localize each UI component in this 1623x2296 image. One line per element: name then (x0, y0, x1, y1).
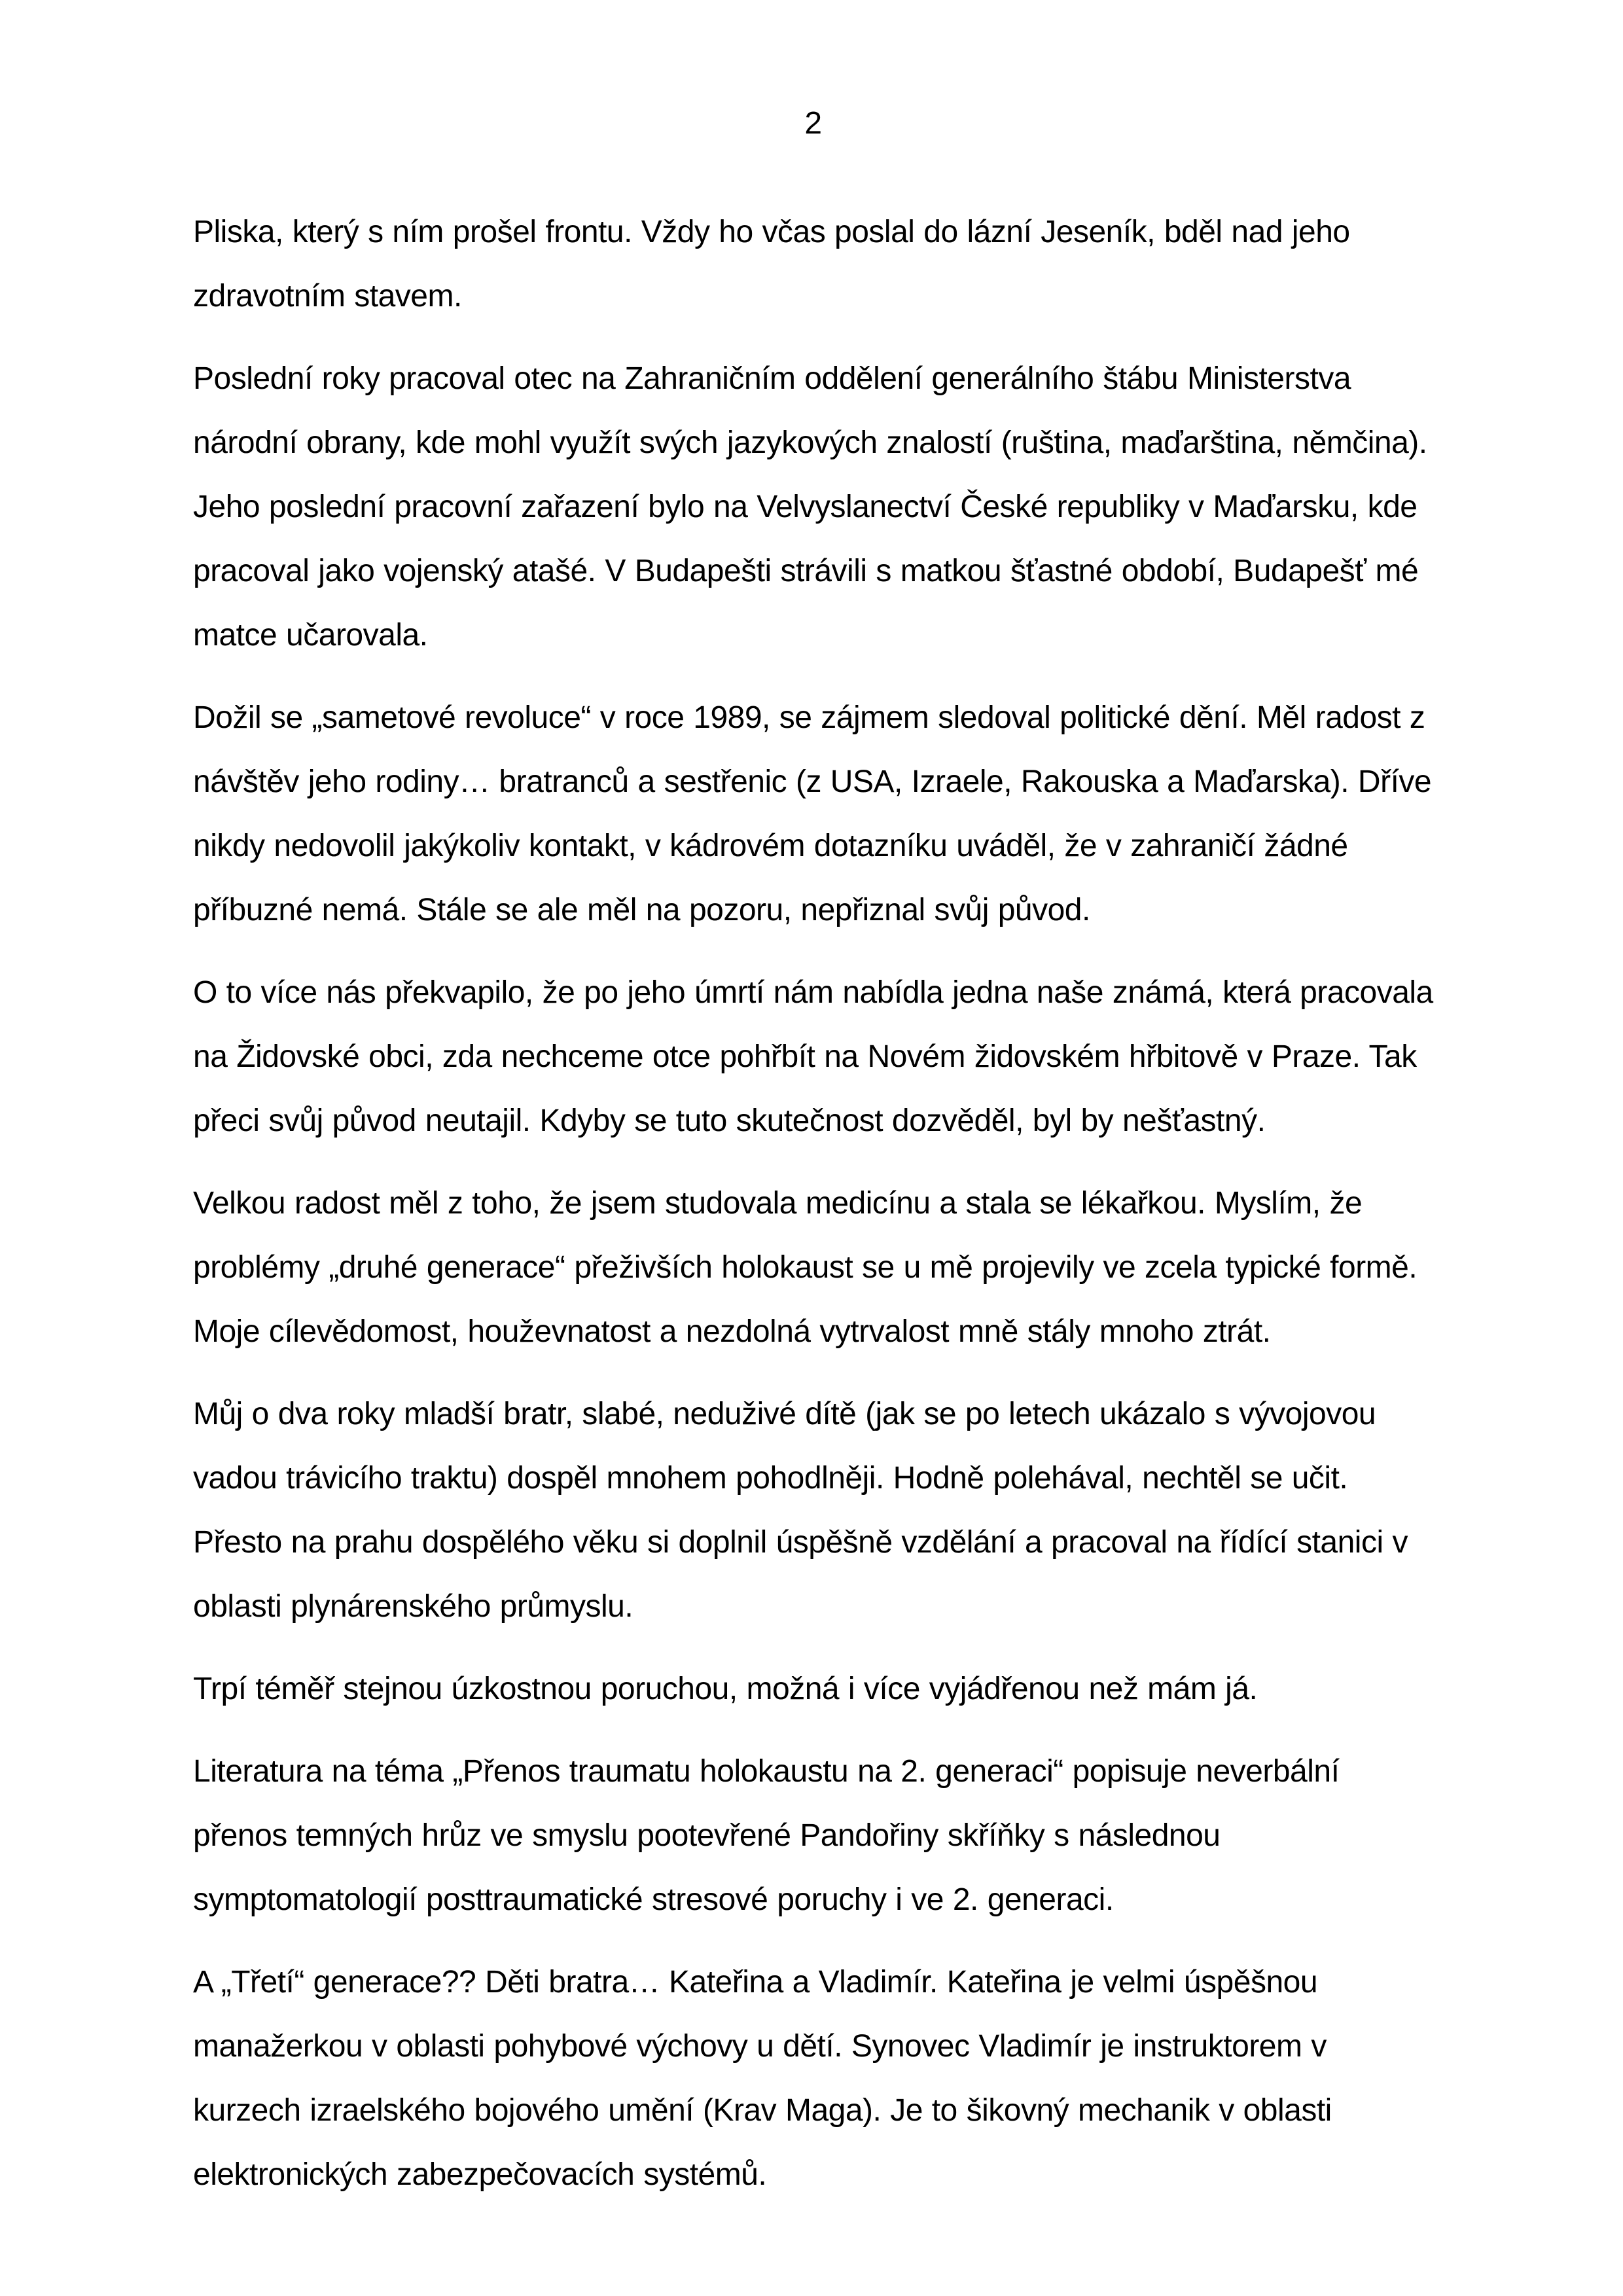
paragraph-5: Velkou radost měl z toho, že jsem studovala medicínu a stala se lékařkou. Myslím, že problémy „druhé generace“ přeživších holokaust se u mě projevily ve zcela typické formě. Moje cílevědomost, houževnatost a nezdolná vytrvalost mně stály mnoho ztrát. (193, 1186, 1418, 1349)
paragraph-1: Pliska, který s ním prošel frontu. Vždy ho včas poslal do lázní Jeseník, bděl nad jeho zdravotním stavem. (193, 215, 1350, 314)
page-number: 2 (804, 106, 822, 141)
paragraph-7: Trpí téměř stejnou úzkostnou poruchou, možná i více vyjádřenou než mám já. (193, 1672, 1258, 1706)
paragraph-9: A „Třetí“ generace?? Děti bratra… Kateřina a Vladimír. Kateřina je velmi úspěšnou manažerkou v oblasti pohybové výchovy u dětí. Synovec Vladimír je instruktorem v kurzech izraelského bojového umění (Krav Maga). Je to šikovný mechanik v oblasti elektronických zabezpečovacích systémů. (193, 1965, 1332, 2192)
paragraph-8: Literatura na téma „Přenos traumatu holokaustu na 2. generaci“ popisuje neverbální přenos temných hrůz ve smyslu pootevřené Pandořiny skříňky s následnou symptomatologií posttraumatické stresové poruchy i ve 2. generaci. (193, 1754, 1340, 1917)
paragraph-4: O to více nás překvapilo, že po jeho úmrtí nám nabídla jedna naše známá, která pracovala na Židovské obci, zda nechceme otce pohřbít na Novém židovském hřbitově v Praze. Tak přeci svůj původ neutajil. Kdyby se tuto skutečnost dozvěděl, byl by nešťastný. (193, 975, 1433, 1138)
paragraph-2: Poslední roky pracoval otec na Zahraničním oddělení generálního štábu Ministerstva národní obrany, kde mohl využít svých jazykových znalostí (ruština, maďarština, němčina). Jeho poslední pracovní zařazení bylo na Velvyslanectví České republiky v Maďarsku, kde pracoval jako vojenský atašé. V Budapešti strávili s matkou šťastné období, Budapešť mé matce učarovala. (193, 361, 1427, 653)
document-body (193, 200, 1433, 2207)
paragraph-6: Můj o dva roky mladší bratr, slabé, neduživé dítě (jak se po letech ukázalo s vývojovou vadou trávicího traktu) dospěl mnohem pohodlněji. Hodně polehával, nechtěl se učit. Přesto na prahu dospělého věku si doplnil úspěšně vzdělání a pracoval na řídící stanici v oblasti plynárenského průmyslu. (193, 1397, 1408, 1624)
paragraph-3: Dožil se „sametové revoluce“ v roce 1989, se zájmem sledoval politické dění. Měl radost z návštěv jeho rodiny… bratranců a sestřenic (z USA, Izraele, Rakouska a Maďarska). Dříve nikdy nedovolil jakýkoliv kontakt, v kádrovém dotazníku uváděl, že v zahraničí žádné příbuzné nemá. Stále se ale měl na pozoru, nepřiznal svůj původ. (193, 700, 1432, 927)
